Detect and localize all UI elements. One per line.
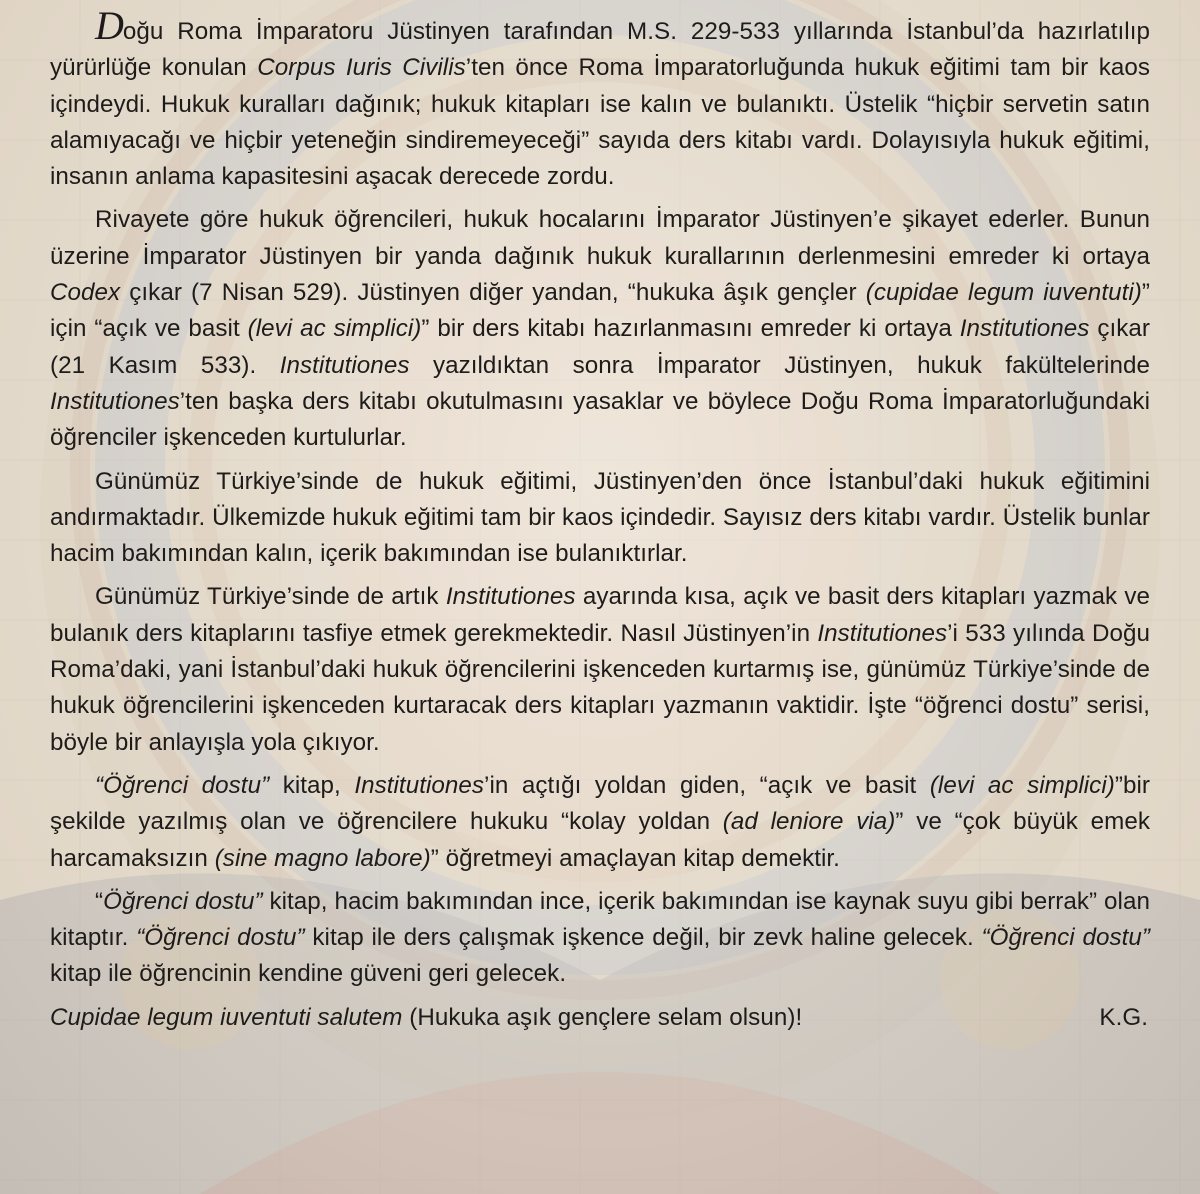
- text-page: [50, 3, 1150, 1036]
- paragraph-2: Rivayete göre hukuk öğrencileri, hukuk hocalarını İmparator Jüstinyen’e şikayet ederler. Bunun üzerine İmparator Jüstinyen bir yanda dağınık hukuk kurallarının derlenmesini emreder ki ortaya Codex çıkar (7 Nisan 529). Jüstinyen diğer yandan, “hukuka âşık gençler (cupidae legum iuventuti)” için “açık ve basit (levi ac simplici)” bir ders kitabı hazırlanmasını emreder ki ortaya Institutiones çıkar (21 Kasım 533). Institutiones yazıldıktan sonra İmparator Jüstinyen, hukuk fakültelerinde Institutiones’ten başka ders kitabı okutulmasını yasaklar ve böylece Doğu Roma İmparatorluğundaki öğrenciler işkenceden kurtulurlar.: [50, 206, 1150, 452]
- paragraph-5: “Öğrenci dostu” kitap, Institutiones’in açtığı yoldan giden, “açık ve basit (levi ac simplici)”bir şekilde yazılmış olan ve öğrencilere hukuku “kolay yoldan (ad leniore via)” ve “çok büyük emek harcamaksızın (sine magno labore)” öğretmeyi amaçlayan kitap demektir.: [50, 771, 1150, 872]
- paragraph-1: Doğu Roma İmparatoru Jüstinyen tarafından M.S. 229-533 yıllarında İstanbul’da hazırlatılıp yürürlüğe konulan Corpus Iuris Civilis’ten önce Roma İmparatorluğunda hukuk eğitimi tam bir kaos içindeydi. Hukuk kuralları dağınık; hukuk kitapları ise kalın ve bulanıktı. Üstelik “hiçbir servetin satın alamıyacağı ve hiçbir yeteneğin sindiremeyeceği” sayıda ders kitabı vardı. Dolayısıyla hukuk eğitimi, insanın anlama kapasitesini aşacak derecede zordu.: [50, 3, 1150, 191]
- drop-cap: D: [95, 3, 123, 48]
- closing-salutation: Cupidae legum iuventuti salutem (Hukuka aşık gençlere selam olsun)!: [50, 1003, 803, 1031]
- paragraph-4: Günümüz Türkiye’sinde de artık Institutiones ayarında kısa, açık ve basit ders kitapları yazmak ve bulanık ders kitaplarını tasfiye etmek gerekmektedir. Nasıl Jüstinyen’in Institutiones’i 533 yılında Doğu Roma’daki, yani İstanbul’daki hukuk öğrencilerini işkenceden kurtarmış ise, günümüz Türkiye’sinde de hukuk öğrencilerini işkenceden kurtaracak ders kitapları yazmanın vaktidir. İşte “öğrenci dostu” serisi, böyle bir anlayışla yola çıkıyor.: [50, 583, 1150, 756]
- paragraph-6: “Öğrenci dostu” kitap, hacim bakımından ince, içerik bakımından ise kaynak suyu gibi berrak” olan kitaptır. “Öğrenci dostu” kitap ile ders çalışmak işkence değil, bir zevk haline gelecek. “Öğrenci dostu” kitap ile öğrencinin kendine güveni geri gelecek.: [50, 887, 1150, 988]
- signature: K.G.: [1099, 1003, 1148, 1031]
- closing-line: [50, 1000, 1150, 1036]
- paragraph-3: Günümüz Türkiye’sinde de hukuk eğitimi, Jüstinyen’den önce İstanbul’daki hukuk eğitimini andırmaktadır. Ülkemizde hukuk eğitimi tam bir kaos içindedir. Sayısız ders kitabı vardır. Üstelik bunlar hacim bakımından kalın, içerik bakımından ise bulanıktırlar.: [50, 467, 1150, 568]
